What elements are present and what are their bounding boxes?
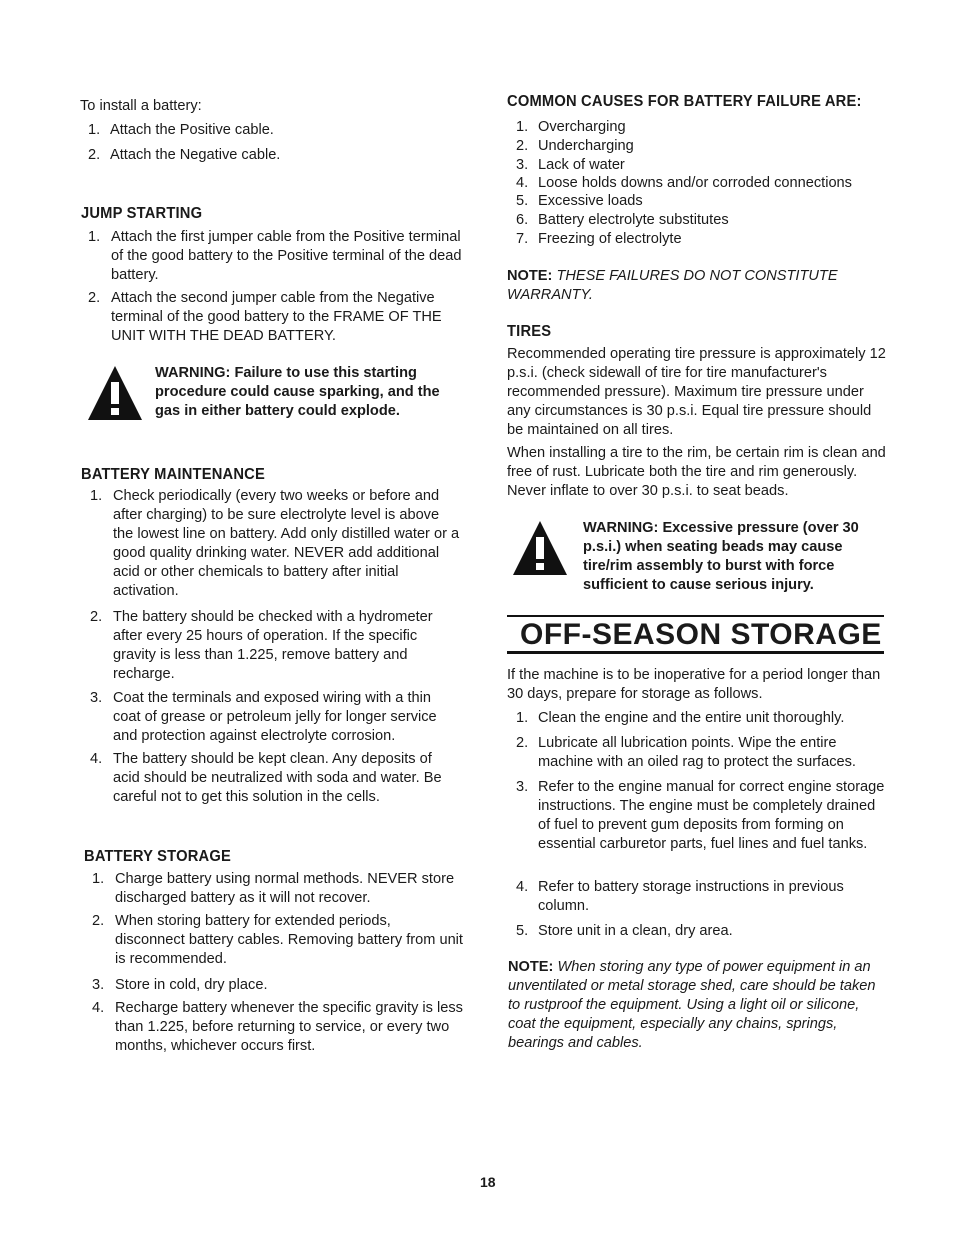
list-item: 3. Coat the terminals and exposed wiring with a thin coat of grease or petroleum jelly for longer service and protection against electrolyte corrosion. bbox=[90, 690, 437, 744]
install-intro: To install a battery: bbox=[80, 98, 202, 114]
warning-text: WARNING: Failure to use this starting procedure could cause sparking, and the gas in either battery could explode. bbox=[155, 365, 440, 419]
battery-maintenance-heading: BATTERY MAINTENANCE bbox=[81, 466, 265, 483]
list-item: 4. Refer to battery storage instructions in previous column. bbox=[516, 879, 844, 914]
list-item: 2. The battery should be checked with a hydrometer after every 25 hours of operation. If the specific gravity is less than 1.225, remove battery and recharge. bbox=[90, 609, 433, 682]
note-label: NOTE: bbox=[508, 959, 554, 975]
warning-triangle-icon bbox=[86, 364, 144, 422]
jump-starting-warning bbox=[86, 364, 466, 424]
list-item: 2. Lubricate all lubrication points. Wipe the entire machine with an oiled rag to protect the surfaces. bbox=[516, 735, 856, 770]
list-item: 2. When storing battery for extended periods, disconnect battery cables. Removing battery from unit is recommended. bbox=[92, 913, 463, 967]
title-rule-bottom bbox=[507, 651, 884, 654]
list-item: 1. Clean the engine and the entire unit thoroughly. bbox=[516, 710, 845, 726]
note-label: NOTE: bbox=[507, 268, 553, 284]
off-season-intro: If the machine is to be inoperative for a period longer than 30 days, prepare for storage as follows. bbox=[507, 667, 881, 702]
list-item: 2. Undercharging bbox=[516, 138, 634, 154]
battery-storage-heading: BATTERY STORAGE bbox=[84, 848, 231, 865]
note-text: THESE FAILURES DO NOT CONSTITUTE WARRANTY. bbox=[507, 268, 838, 303]
list-item: 1. Check periodically (every two weeks or before and after charging) to be sure electrolyte level is above the lowest line on battery. Add only distilled water or a good quality drinking water. NEVER add additional acid or other chemicals to battery after initial activation. bbox=[90, 488, 460, 599]
list-item: 1. Attach the Positive cable. bbox=[88, 122, 274, 138]
list-item: 2. Attach the Negative cable. bbox=[88, 147, 281, 163]
list-item: 5. Excessive loads bbox=[516, 193, 643, 209]
list-item: 4. Loose holds downs and/or corroded connections bbox=[516, 175, 852, 191]
list-item: 4. The battery should be kept clean. Any deposits of acid should be neutralized with soda and water. Be careful not to get this solution in the cells. bbox=[90, 751, 442, 805]
list-item: 3. Refer to the engine manual for correct engine storage instructions. The engine must be completely drained of fuel to prevent gum deposits from forming on essential carburetor parts, fuel lines and fuel tanks. bbox=[516, 779, 885, 852]
list-item: 3. Store in cold, dry place. bbox=[92, 977, 268, 993]
title-rule-top bbox=[507, 615, 884, 617]
list-item: 1. Overcharging bbox=[516, 119, 626, 135]
list-item: 4. Recharge battery whenever the specific gravity is less than 1.225, before returning to service, or every two months, whichever occurs first. bbox=[92, 1000, 463, 1054]
list-item: 7. Freezing of electrolyte bbox=[516, 231, 682, 247]
tires-paragraph-2: When installing a tire to the rim, be certain rim is clean and free of rust. Lubricate both the tire and rim generously. Never inflate to over 30 p.s.i. to seat beads. bbox=[507, 445, 886, 499]
list-item: 1. Attach the first jumper cable from the Positive terminal of the good battery to the Positive terminal of the dead battery. bbox=[88, 229, 462, 283]
page-number: 18 bbox=[480, 1174, 496, 1190]
common-causes-heading: COMMON CAUSES FOR BATTERY FAILURE ARE: bbox=[507, 93, 862, 110]
tires-warning bbox=[511, 519, 891, 593]
jump-starting-heading: JUMP STARTING bbox=[81, 205, 203, 222]
list-item: 3. Lack of water bbox=[516, 157, 625, 173]
failures-note bbox=[507, 267, 889, 305]
warning-triangle-icon bbox=[511, 519, 569, 577]
list-item: 1. Charge battery using normal methods. NEVER store discharged battery as it will not recover. bbox=[92, 871, 455, 906]
list-item: 6. Battery electrolyte substitutes bbox=[516, 212, 729, 228]
warning-text: WARNING: Excessive pressure (over 30 p.s.i.) when seating beads may cause tire/rim assembly to burst with force sufficient to cause serious injury. bbox=[583, 520, 859, 593]
tires-heading: TIRES bbox=[507, 323, 552, 340]
note-text: When storing any type of power equipment in an unventilated or metal storage shed, care should be taken to rustproof the equipment. Using a light oil or silicone, coat the equipment, especially any chains, springs, bearings and cables. bbox=[508, 959, 876, 1051]
tires-paragraph-1: Recommended operating tire pressure is approximately 12 p.s.i. (check sidewall of tire for tire manufacturer's recommended pressure). Maximum tire pressure under any circumstances is 30 p.s.i. Equal tire pressure should be maintained on all tires. bbox=[507, 346, 886, 438]
list-item: 2. Attach the second jumper cable from the Negative terminal of the good battery to the FRAME OF THE UNIT WITH THE DEAD BATTERY. bbox=[88, 290, 442, 344]
storage-note bbox=[508, 958, 890, 1053]
list-item: 5. Store unit in a clean, dry area. bbox=[516, 923, 733, 939]
off-season-storage-title: OFF-SEASON STORAGE bbox=[520, 618, 882, 651]
